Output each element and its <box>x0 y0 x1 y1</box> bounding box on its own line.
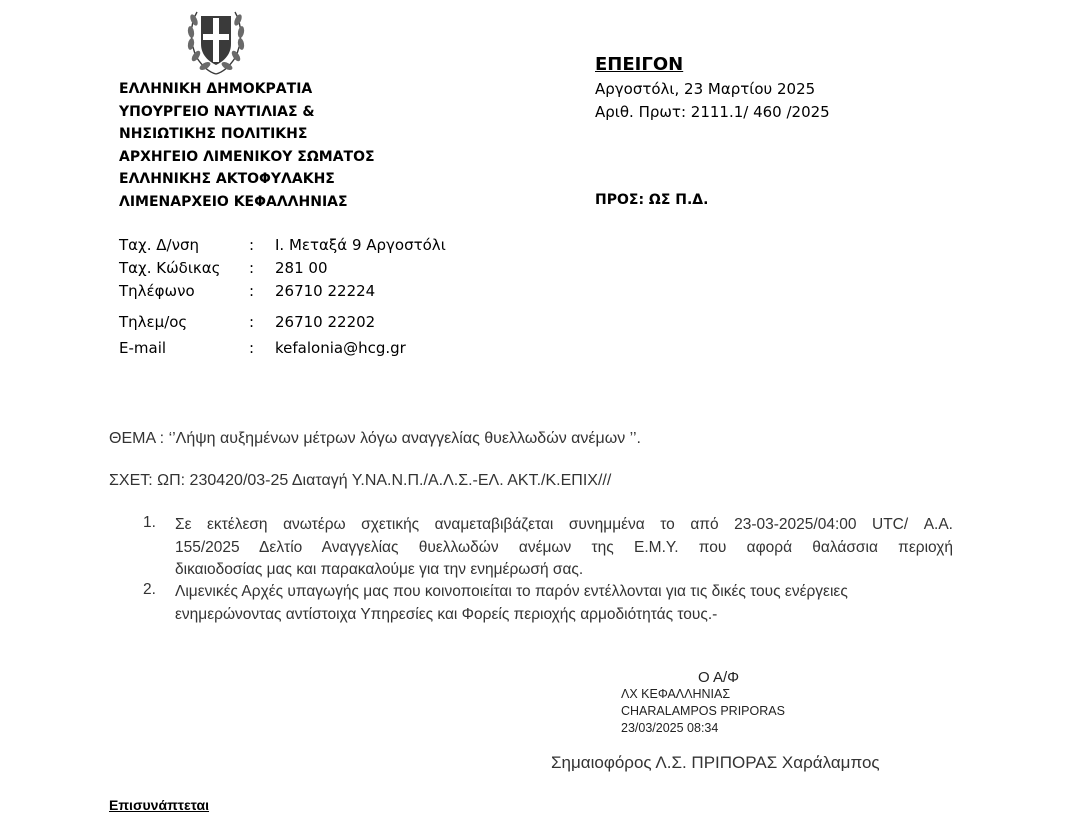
item-number: 1. <box>143 514 156 531</box>
signer-name: Σημαιοφόρος Λ.Σ. ΠΡΙΠΟΡΑΣ Χαράλαμπος <box>551 753 880 772</box>
date-line: Αργοστόλι, 23 Μαρτίου 2025 <box>595 80 816 98</box>
authority-line: ΕΛΛΗΝΙΚΗΣ ΑΚΤΟΦΥΛΑΚΗΣ <box>119 171 335 188</box>
protocol-number: Αριθ. Πρωτ: 2111.1/ 460 /2025 <box>595 103 830 121</box>
signature-stamp-line: ΛΧ ΚΕΦΑΛΛΗΝΙΑΣ <box>621 687 731 701</box>
contact-colon: : <box>249 282 255 300</box>
contact-value: 26710 22224 <box>275 282 376 300</box>
contact-colon: : <box>249 259 255 277</box>
reference-line: ΣΧΕΤ: ΩΠ: 230420/03-25 Διαταγή Υ.ΝΑ.Ν.Π./Α.Λ.Σ.-ΕΛ. ΑΚΤ./Κ.ΕΠΙΧ/// <box>109 472 612 489</box>
contact-label: E-mail <box>119 339 167 357</box>
contact-value: Ι. Μεταξά 9 Αργοστόλι <box>275 236 446 254</box>
authority-line: ΑΡΧΗΓΕΙΟ ΛΙΜΕΝΙΚΟΥ ΣΩΜΑΤΟΣ <box>119 148 375 165</box>
signature-stamp-line: 23/03/2025 08:34 <box>621 721 719 735</box>
contact-colon: : <box>249 236 255 254</box>
contact-label: Τηλεμ/ος <box>119 313 188 331</box>
signature-title: Ο Α/Φ <box>698 669 740 686</box>
contact-label: Ταχ. Δ/νση <box>119 236 199 254</box>
authority-line: ΝΗΣΙΩΤΙΚΗΣ ΠΟΛΙΤΙΚΗΣ <box>119 126 308 143</box>
subject-line: ΘΕΜΑ : ‘’Λήψη αυξημένων μέτρων λόγω αναγγελίας θυελλωδών ανέμων ’’. <box>109 430 641 447</box>
contact-value: 26710 22202 <box>275 313 376 331</box>
item-text-line: ενημερώνοντας αντίστοιχα Υπηρεσίες και Φορείς περιοχής αρμοδιότητάς τους.- <box>175 605 718 623</box>
authority-line: ΥΠΟΥΡΓΕΙΟ ΝΑΥΤΙΛΙΑΣ & <box>119 103 315 120</box>
item-text-line: Λιμενικές Αρχές υπαγωγής μας που κοινοποιείται το παρόν εντέλλονται για τις δικές τους ενέργειες <box>175 583 848 600</box>
attachment-heading: Επισυνάπτεται <box>109 797 210 813</box>
email-value: kefalonia@hcg.gr <box>275 339 406 357</box>
item-text <box>175 514 953 582</box>
contact-colon: : <box>249 313 255 331</box>
item-text-line: δικαιοδοσίας μας και παρακαλούμε για την ενημέρωσή σας. <box>175 561 584 578</box>
recipient-line: ΠΡΟΣ: ΩΣ Π.Δ. <box>595 192 709 208</box>
signature-stamp-line: CHARALAMPOS PRIPORAS <box>621 704 785 718</box>
contact-colon: : <box>249 339 255 357</box>
contact-value: 281 00 <box>275 259 328 277</box>
item-text-line: Σε εκτέλεση ανωτέρω σχετικής αναμεταβιβάζεται συνημμένα το από 23-03-2025/04:00 UTC/ Α.Α. <box>175 516 953 533</box>
authority-line: ΕΛΛΗΝΙΚΗ ΔΗΜΟΚΡΑΤΙΑ <box>119 81 313 97</box>
urgent-label: ΕΠΕΙΓΟΝ <box>595 54 684 75</box>
item-text-line: 155/2025 Δελτίο Αναγγελίας θυελλωδών ανέμων της Ε.Μ.Υ. που αφορά θαλάσσια περιοχή <box>175 538 953 556</box>
authority-block <box>119 78 375 214</box>
contact-label: Ταχ. Κώδικας <box>119 259 221 277</box>
item-number: 2. <box>143 581 156 598</box>
item-text <box>175 581 953 626</box>
hellenic-coat-of-arms-icon <box>178 2 254 78</box>
authority-line: ΛΙΜΕΝΑΡΧΕΙΟ ΚΕΦΑΛΛΗΝΙΑΣ <box>119 193 348 210</box>
contact-label: Τηλέφωνο <box>119 282 195 300</box>
